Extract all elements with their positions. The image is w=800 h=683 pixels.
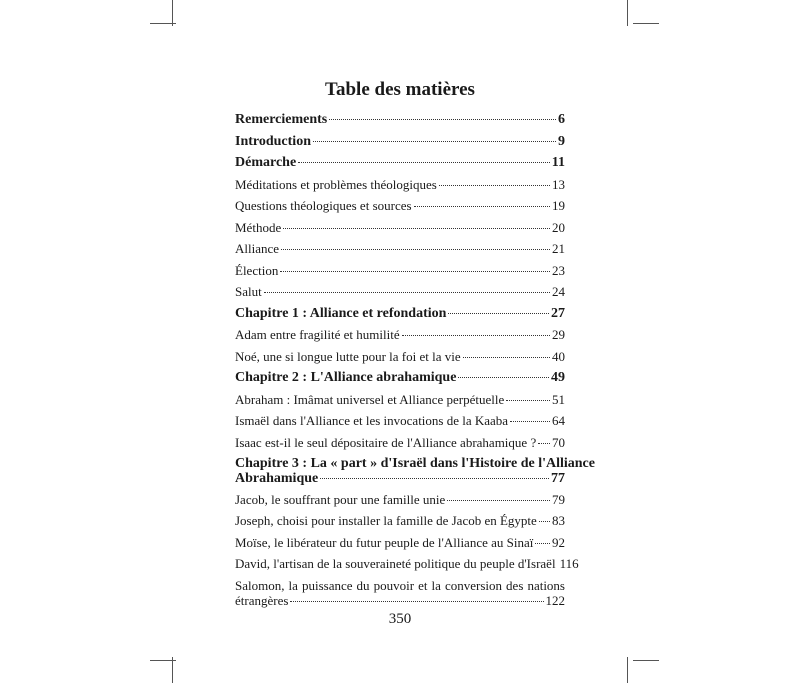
toc-entry — [235, 220, 565, 235]
toc-entry-page: 122 — [545, 592, 565, 608]
toc-entry — [235, 284, 565, 299]
toc-chapter-entry — [235, 155, 565, 170]
toc-entry-title: Isaac est-il le seul dépositaire de l'Alliance abrahamique ? — [235, 434, 537, 450]
page-title: Table des matières — [325, 79, 475, 100]
toc-chapter-entry — [235, 112, 565, 127]
toc-entry-page: 11 — [551, 155, 565, 170]
toc-entry — [235, 556, 579, 571]
toc-entry-page: 20 — [552, 219, 565, 235]
toc-entry-page: 40 — [552, 348, 565, 364]
crop-mark — [150, 23, 176, 24]
toc-entry-title: David, l'artisan de la souveraineté politique du peuple d'Israël — [235, 556, 556, 571]
toc-chapter-entry — [235, 134, 565, 149]
page-number: 350 — [388, 611, 412, 627]
toc-entry — [235, 349, 565, 364]
toc-entry-page: 9 — [558, 133, 565, 149]
toc-entry — [235, 327, 565, 342]
toc-entry — [235, 435, 565, 450]
toc-entry-page: 83 — [552, 513, 565, 528]
dot-leader — [458, 376, 549, 378]
toc-entry-page: 23 — [552, 262, 565, 278]
toc-entry-title: Introduction — [235, 133, 311, 149]
toc-entry-title: Joseph, choisi pour installer la famille de Jacob en Égypte — [235, 513, 537, 528]
toc-entry — [235, 492, 565, 507]
dot-leader — [463, 356, 550, 358]
toc-chapter-entry — [235, 456, 595, 486]
toc-entry-title-line2: étrangères — [235, 592, 289, 608]
toc-entry-title: Adam entre fragilité et humilité — [235, 327, 400, 342]
toc-entry-title: Chapitre 2 : L'Alliance abrahamique — [235, 370, 457, 385]
toc-entry-page: 79 — [552, 491, 565, 507]
toc-entry-title: Noé, une si longue lutte pour la foi et la vie — [235, 348, 461, 364]
toc-entry-title: Moïse, le libérateur du futur peuple de l'Alliance au Sinaï — [235, 534, 534, 550]
dot-leader — [510, 420, 550, 422]
toc-entry — [235, 198, 565, 213]
toc-entry-title: Remerciements — [235, 112, 328, 127]
dot-leader — [280, 270, 550, 272]
crop-mark — [633, 660, 659, 661]
dot-leader — [538, 442, 550, 444]
toc-entry-page: 19 — [552, 198, 565, 213]
toc-entry-page: 6 — [558, 112, 565, 127]
dot-leader — [298, 161, 550, 163]
dot-leader — [264, 291, 550, 293]
crop-mark — [633, 23, 659, 24]
toc-entry-title: Ismaël dans l'Alliance et les invocations de la Kaaba — [235, 413, 509, 428]
toc-entry-title: Méditations et problèmes théologiques — [235, 176, 437, 192]
toc-chapter-entry — [235, 306, 565, 321]
toc-entry-title-line1: Salomon, la puissance du pouvoir et la conversion des nations — [235, 577, 565, 593]
toc-entry-title: Abraham : Imâmat universel et Alliance perpétuelle — [235, 391, 505, 407]
dot-leader — [281, 248, 550, 250]
toc-entry-title: Questions théologiques et sources — [235, 198, 412, 213]
toc-entry-page: 29 — [552, 327, 565, 342]
dot-leader — [290, 600, 543, 602]
toc-entry-title: Démarche — [235, 155, 297, 170]
toc-entry-page: 27 — [551, 305, 565, 321]
dot-leader — [320, 477, 549, 479]
toc-chapter-entry — [235, 370, 565, 385]
toc-entry-page: 92 — [552, 534, 565, 550]
toc-entry — [235, 578, 565, 608]
toc-entry-page: 21 — [552, 241, 565, 256]
toc-entry-page: 24 — [552, 284, 565, 299]
crop-mark — [627, 0, 628, 26]
toc-entry — [235, 413, 565, 428]
toc-entry-page: 77 — [551, 471, 565, 486]
dot-leader — [313, 140, 556, 142]
toc-entry — [235, 392, 565, 407]
toc-entry-page: 64 — [552, 413, 565, 428]
toc-entry-title-line2: Abrahamique — [235, 471, 319, 486]
dot-leader — [539, 520, 550, 522]
toc-entry — [235, 241, 565, 256]
crop-mark — [627, 657, 628, 683]
dot-leader — [506, 399, 550, 401]
toc-entry-page: 13 — [552, 176, 565, 192]
dot-leader — [329, 118, 556, 120]
toc-entry — [235, 177, 565, 192]
dot-leader — [447, 499, 550, 501]
crop-mark — [150, 660, 176, 661]
dot-leader — [402, 334, 550, 336]
dot-leader — [414, 205, 550, 207]
toc-entry-title: Élection — [235, 262, 279, 278]
dot-leader — [439, 184, 550, 186]
toc-entry-title-line1: Chapitre 3 : La « part » d'Israël dans l'Histoire de l'Alliance — [235, 456, 595, 471]
dot-leader — [448, 312, 549, 314]
toc-entry-page: 116 — [559, 556, 579, 571]
toc-entry-title: Salut — [235, 284, 262, 299]
toc-entry-page: 49 — [551, 370, 565, 385]
toc-entry-page: 51 — [552, 391, 565, 407]
toc-entry — [235, 263, 565, 278]
toc-entry-title: Chapitre 1 : Alliance et refondation — [235, 305, 447, 321]
toc-entry-title: Méthode — [235, 219, 282, 235]
toc-entry — [235, 535, 565, 550]
dot-leader — [535, 542, 550, 544]
toc-entry-title: Alliance — [235, 241, 280, 256]
dot-leader — [283, 227, 550, 229]
toc-entry — [235, 513, 565, 528]
toc-entry-page: 70 — [552, 434, 565, 450]
toc-entry-title: Jacob, le souffrant pour une famille unie — [235, 491, 446, 507]
